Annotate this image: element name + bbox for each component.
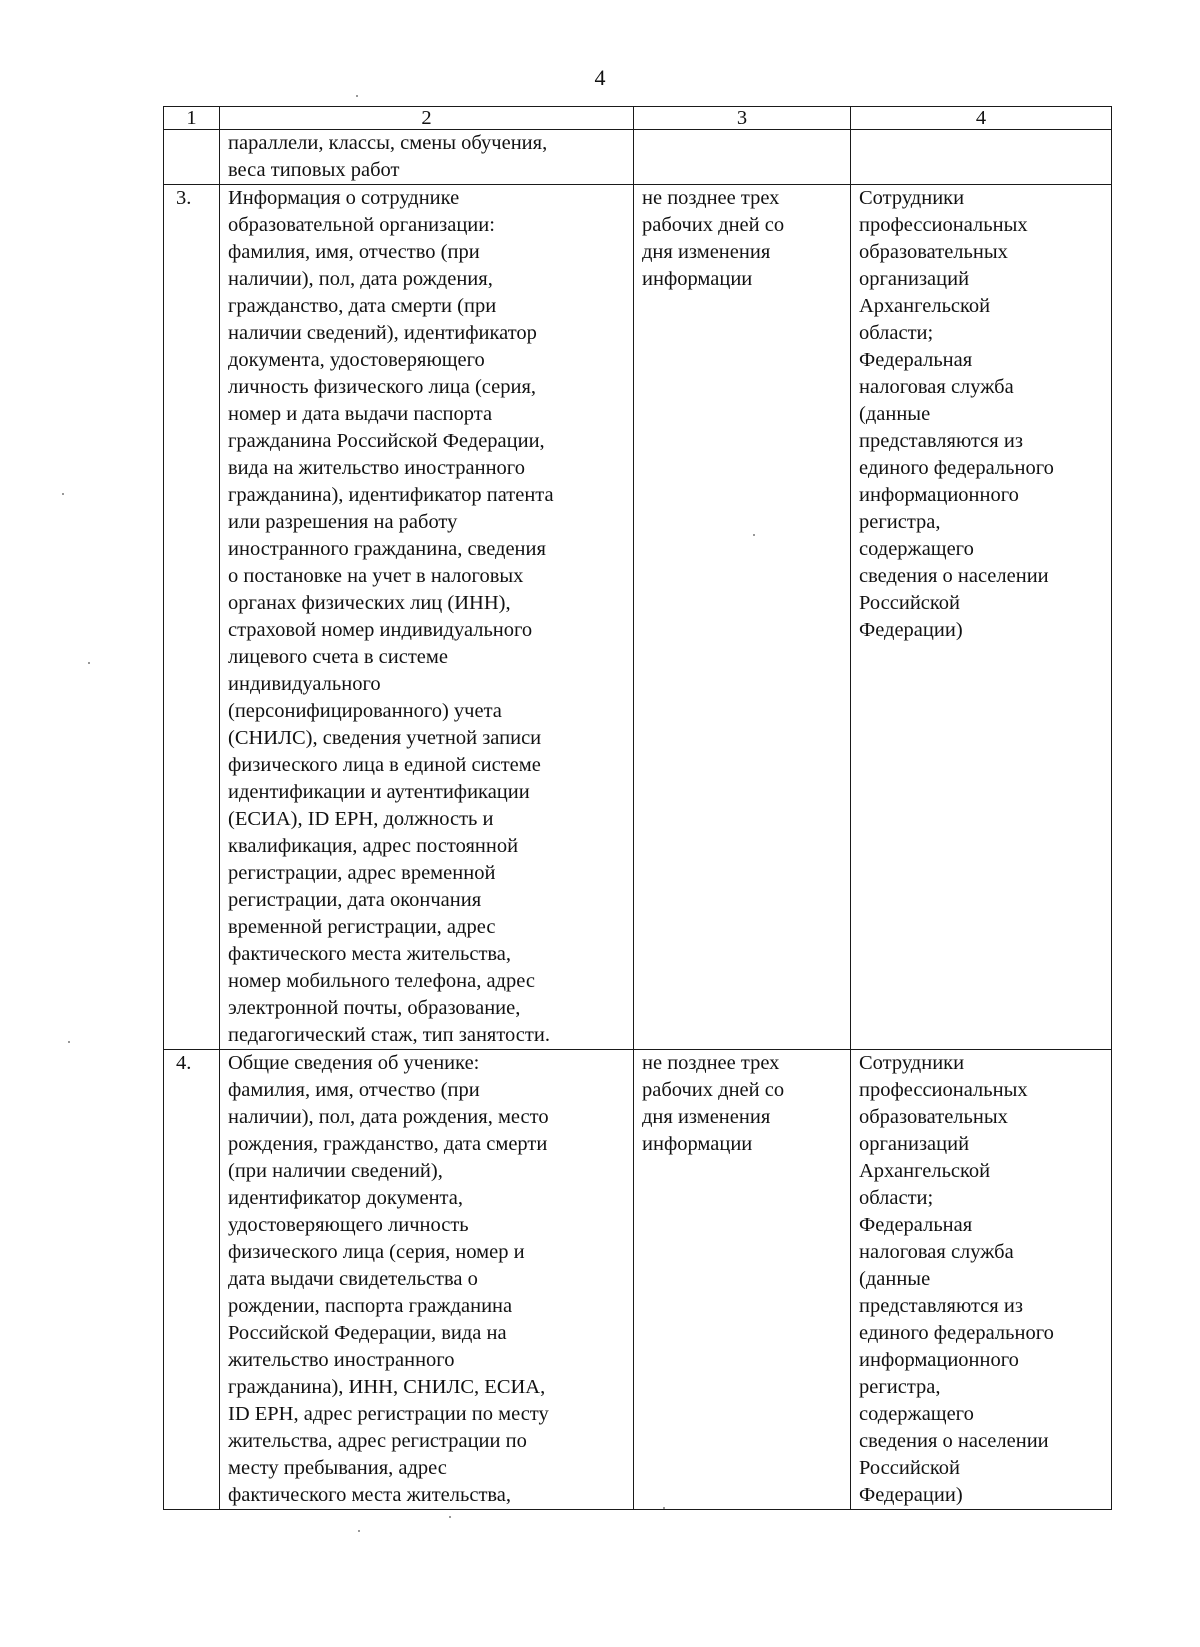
cell-text-line: образовательных — [859, 1106, 1008, 1128]
table-row — [164, 1050, 1112, 1510]
cell-text-line: гражданина), идентификатор патента — [228, 484, 554, 506]
cell-text-line: страховой номер индивидуального — [228, 619, 533, 641]
cell-text-line: Сотрудники — [859, 1052, 965, 1074]
cell-text-line: номер и дата выдачи паспорта — [228, 403, 493, 425]
cell-text-line: профессиональных — [859, 1079, 1028, 1101]
cell-text-line: лицевого счета в системе — [228, 646, 448, 668]
document-table — [163, 106, 1112, 1510]
cell-text-line: личность физического лица (серия, — [228, 376, 537, 398]
row-cell-3 — [634, 130, 851, 185]
cell-text-line: иностранного гражданина, сведения — [228, 538, 546, 560]
cell-text-line: квалификация, адрес постоянной — [228, 835, 519, 857]
table-body — [164, 107, 1112, 1510]
cell-text-line: гражданина Российской Федерации, — [228, 430, 545, 452]
cell-text-line: информации — [642, 268, 753, 290]
scan-speck — [88, 662, 90, 664]
cell-text-line: содержащего — [859, 538, 974, 560]
cell-text-line: регистра, — [859, 511, 941, 533]
cell-text-line: дата выдачи свидетельства о — [228, 1268, 478, 1290]
scan-speck — [663, 1507, 665, 1509]
cell-text-line: представляются из — [859, 1295, 1023, 1317]
scan-speck — [449, 1516, 451, 1518]
cell-text-line: содержащего — [859, 1403, 974, 1425]
cell-text-line: временной регистрации, адрес — [228, 916, 496, 938]
cell-text-line: образовательных — [859, 241, 1008, 263]
row-cell-3 — [634, 185, 851, 1050]
cell-text-line: организаций — [859, 1133, 970, 1155]
row-cell-2 — [220, 1050, 634, 1510]
cell-text-line: физического лица в единой системе — [228, 754, 541, 776]
cell-text-line: Сотрудники — [859, 187, 965, 209]
cell-text-line: гражданство, дата смерти (при — [228, 295, 497, 317]
row-cell-4 — [851, 130, 1112, 185]
cell-text-line: Федерации) — [859, 619, 963, 641]
cell-text-line: гражданина), ИНН, СНИЛС, ЕСИА, — [228, 1376, 546, 1398]
cell-text-line: Архангельской — [859, 1160, 991, 1182]
cell-text-line: не позднее трех — [642, 1052, 780, 1074]
cell-text-line: регистрации, дата окончания — [228, 889, 482, 911]
cell-text-line: наличии), пол, дата рождения, — [228, 268, 493, 290]
cell-text-line: ID ЕРН, адрес регистрации по месту — [228, 1403, 549, 1425]
cell-text-line: области; — [859, 1187, 934, 1209]
cell-text-line: области; — [859, 322, 934, 344]
cell-text-line: (ЕСИА), ID ЕРН, должность и — [228, 808, 494, 830]
row-cell-2 — [220, 130, 634, 185]
cell-text-line: Российской — [859, 1457, 961, 1479]
cell-text-line: вида на жительство иностранного — [228, 457, 525, 479]
cell-text-line: Информация о сотруднике — [228, 187, 460, 209]
cell-text-line: жительство иностранного — [228, 1349, 455, 1371]
row-number-cell — [164, 130, 220, 185]
table-row — [164, 130, 1112, 185]
cell-text-line: идентификатор документа, — [228, 1187, 463, 1209]
cell-text-line: образовательной организации: — [228, 214, 495, 236]
header-col-2: 2 — [220, 107, 634, 130]
cell-text-line: единого федерального — [859, 457, 1054, 479]
cell-text-line: органах физических лиц (ИНН), — [228, 592, 511, 614]
cell-text-line: документа, удостоверяющего — [228, 349, 485, 371]
cell-text-line: Федерации) — [859, 1484, 963, 1506]
cell-text-line: (данные — [859, 403, 931, 425]
cell-text-line: идентификации и аутентификации — [228, 781, 530, 803]
cell-text-line: (при наличии сведений), — [228, 1160, 443, 1182]
cell-text-line: дня изменения — [642, 1106, 771, 1128]
scan-speck — [356, 95, 358, 97]
row-cell-4 — [851, 185, 1112, 1050]
cell-text-line: фактического места жительства, — [228, 1484, 512, 1506]
scan-speck — [753, 534, 755, 536]
cell-text-line: налоговая служба — [859, 376, 1014, 398]
cell-text-line: наличии), пол, дата рождения, место — [228, 1106, 549, 1128]
cell-text-line: фамилия, имя, отчество (при — [228, 1079, 480, 1101]
cell-text-line: Российской Федерации, вида на — [228, 1322, 507, 1344]
cell-text-line: регистра, — [859, 1376, 941, 1398]
cell-text-line: фактического места жительства, — [228, 943, 512, 965]
cell-text-line: рабочих дней со — [642, 214, 785, 236]
cell-text-line: педагогический стаж, тип занятости. — [228, 1024, 550, 1046]
scan-speck — [62, 493, 64, 495]
row-number-cell: 4. — [164, 1050, 220, 1510]
cell-text-line: рабочих дней со — [642, 1079, 785, 1101]
header-col-3: 3 — [634, 107, 851, 130]
row-cell-4 — [851, 1050, 1112, 1510]
cell-text-line: или разрешения на работу — [228, 511, 458, 533]
page-number: 4 — [594, 65, 606, 90]
cell-text-line: физического лица (серия, номер и — [228, 1241, 525, 1263]
row-cell-2 — [220, 185, 634, 1050]
cell-text-line: наличии сведений), идентификатор — [228, 322, 537, 344]
cell-text-line: рождения, гражданство, дата смерти — [228, 1133, 548, 1155]
cell-text-line: номер мобильного телефона, адрес — [228, 970, 535, 992]
cell-text-line: единого федерального — [859, 1322, 1054, 1344]
cell-text-line: не позднее трех — [642, 187, 780, 209]
cell-text-line: рождении, паспорта гражданина — [228, 1295, 513, 1317]
cell-text-line: Архангельской — [859, 295, 991, 317]
table-row — [164, 185, 1112, 1050]
cell-text-line: месту пребывания, адрес — [228, 1457, 447, 1479]
cell-text-line: фамилия, имя, отчество (при — [228, 241, 480, 263]
scan-speck — [68, 1041, 70, 1043]
cell-text-line: Общие сведения об ученике: — [228, 1052, 480, 1074]
cell-text-line: (данные — [859, 1268, 931, 1290]
cell-text-line: жительства, адрес регистрации по — [228, 1430, 527, 1452]
cell-text-line: Федеральная — [859, 1214, 973, 1236]
cell-text-line: (персонифицированного) учета — [228, 700, 502, 722]
cell-text-line: организаций — [859, 268, 970, 290]
cell-text-line: удостоверяющего личность — [228, 1214, 469, 1236]
cell-text-line: профессиональных — [859, 214, 1028, 236]
cell-text-line: информационного — [859, 1349, 1019, 1371]
cell-text-line: представляются из — [859, 430, 1023, 452]
cell-text-line: параллели, классы, смены обучения, — [228, 132, 548, 154]
cell-text-line: сведения о населении — [859, 1430, 1049, 1452]
header-col-4: 4 — [851, 107, 1112, 130]
cell-text-line: информационного — [859, 484, 1019, 506]
cell-text-line: Российской — [859, 592, 961, 614]
cell-text-line: сведения о населении — [859, 565, 1049, 587]
cell-text-line: информации — [642, 1133, 753, 1155]
cell-text-line: дня изменения — [642, 241, 771, 263]
cell-text-line: (СНИЛС), сведения учетной записи — [228, 727, 542, 749]
header-col-1: 1 — [164, 107, 220, 130]
cell-text-line: налоговая служба — [859, 1241, 1014, 1263]
cell-text-line: Федеральная — [859, 349, 973, 371]
cell-text-line: о постановке на учет в налоговых — [228, 565, 524, 587]
scan-speck — [358, 1530, 360, 1532]
table-header-row — [164, 107, 1112, 130]
row-number-cell: 3. — [164, 185, 220, 1050]
cell-text-line: веса типовых работ — [228, 159, 400, 181]
cell-text-line: электронной почты, образование, — [228, 997, 521, 1019]
cell-text-line: регистрации, адрес временной — [228, 862, 496, 884]
cell-text-line: индивидуального — [228, 673, 381, 695]
row-cell-3 — [634, 1050, 851, 1510]
